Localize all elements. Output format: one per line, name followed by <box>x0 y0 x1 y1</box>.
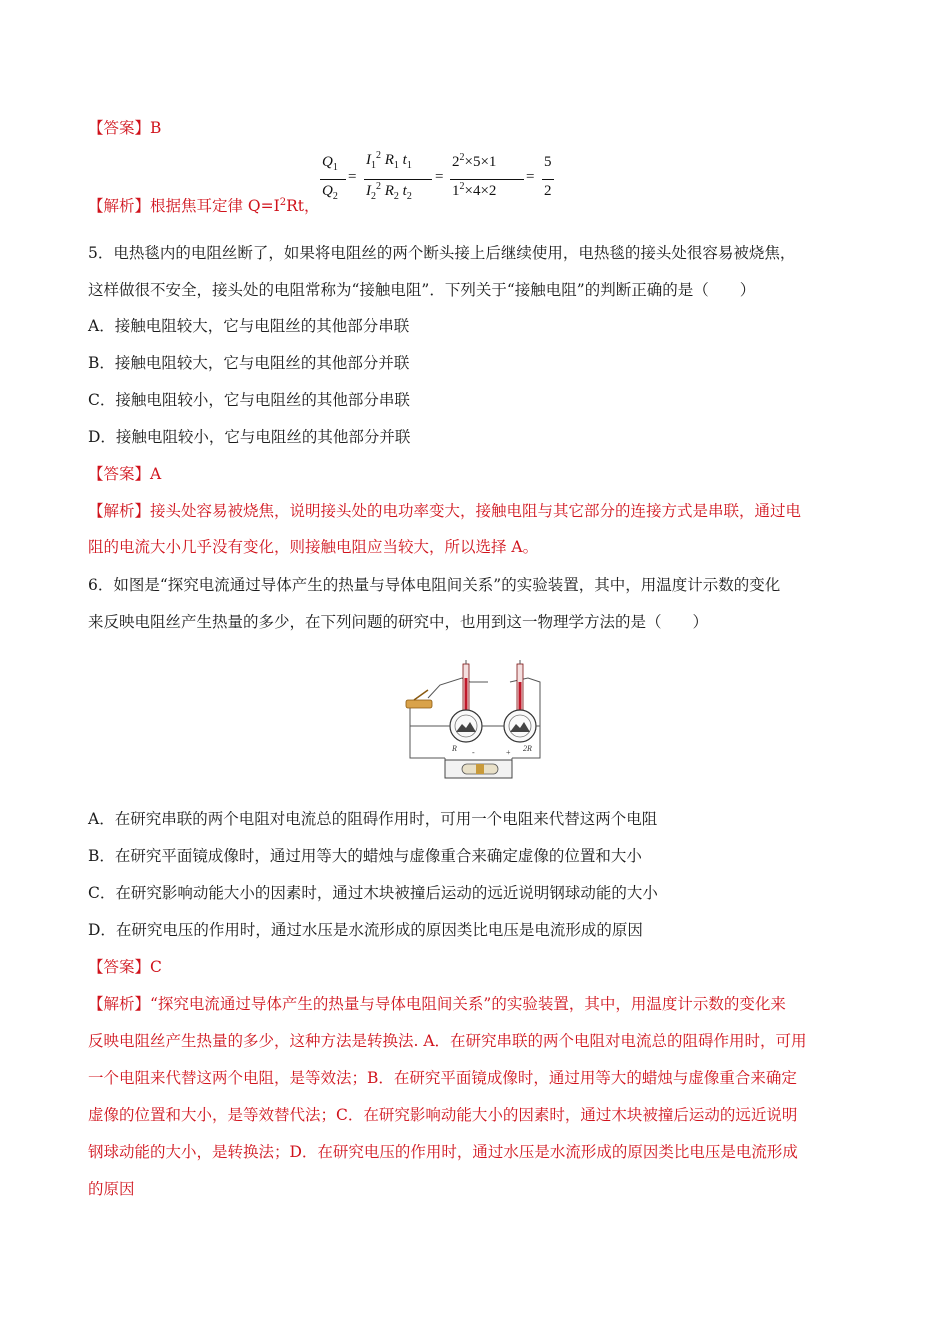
thermometer-2-icon <box>517 660 523 714</box>
formula-mid-num-t: t <box>402 152 407 168</box>
label-r1: R <box>452 744 457 753</box>
q4-analysis-prefix: 【解析】根据焦耳定律 Q=I <box>88 197 280 216</box>
q6-stem-line-2: 来反映电阻丝产生热量的多少，在下列问题的研究中，也用到这一物理学方法的是（ ） <box>88 613 709 631</box>
formula-res-num: 5 <box>544 154 552 170</box>
formula-calc-den-sup: 2 <box>459 181 465 192</box>
formula-lhs-num: Q <box>322 154 333 170</box>
q6-analysis-line-3: 一个电阻来代替这两个电阻，是等效法；B．在研究平面镜成像时，通过用等大的蜡烛与虚像重合来确定 <box>88 1069 797 1087</box>
q6-analysis-line-1: 【解析】“探究电流通过导体产生的热量与导体电阻间关系”的实验装置，其中，用温度计示数的变化来 <box>88 995 786 1013</box>
formula-mid-num-r: R <box>384 152 394 168</box>
formula-mid-den-r-sub: 2 <box>393 191 399 202</box>
formula-mid-num-t-sub: 1 <box>406 160 412 171</box>
q6-option-d: D．在研究电压的作用时，通过水压是水流形成的原因类比电压是电流形成的原因 <box>88 921 643 939</box>
formula-mid-num-r-sub: 1 <box>393 160 399 171</box>
formula-calc-den-rest: ×4×2 <box>464 183 497 199</box>
formula-mid-num-i: I <box>366 152 371 168</box>
formula-eq-1: = <box>348 169 357 185</box>
q4-analysis <box>88 193 320 216</box>
q4-analysis-sup: 2 <box>279 197 287 208</box>
flask-2-icon <box>504 710 536 742</box>
formula-lhs-den-sub: 2 <box>332 191 338 202</box>
q5-stem-line-2: 这样做很不安全，接头处的电阻常称为“接触电阻”．下列关于“接触电阻”的判断正确的是（ ） <box>88 281 756 299</box>
q5-option-d: D．接触电阻较小，它与电阻丝的其他部分并联 <box>88 428 411 446</box>
formula-mid-den-i-sup: 2 <box>376 181 381 192</box>
q5-answer: 【答案】A <box>88 465 162 483</box>
label-minus: - <box>472 748 475 757</box>
formula-mid-den-t-sub: 2 <box>406 191 412 202</box>
formula-mid-num-i-sub: 1 <box>371 160 376 171</box>
q6-option-a: A．在研究串联的两个电阻对电流总的阻碍作用时，可用一个电阻来代替这两个电阻 <box>88 810 658 828</box>
formula-calc-num-rest: ×5×1 <box>464 154 497 170</box>
formula-mid-den-i: I <box>366 183 371 199</box>
formula-eq-2: = <box>435 169 444 185</box>
q5-option-a: A．接触电阻较大，它与电阻丝的其他部分串联 <box>88 317 410 335</box>
q5-option-c: C．接触电阻较小，它与电阻丝的其他部分串联 <box>88 391 410 409</box>
joule-formula <box>320 150 560 210</box>
q5-analysis-line-1: 【解析】接头处容易被烧焦，说明接头处的电功率变大，接触电阻与其它部分的连接方式是串联，通过电 <box>88 502 802 520</box>
q6-analysis-line-2: 反映电阻丝产生热量的多少，这种方法是转换法. A．在研究串联的两个电阻对电流总的阻碍作用时，可用 <box>88 1032 807 1050</box>
q4-analysis-suffix: Rt， <box>286 197 320 216</box>
formula-calc-num-sup: 2 <box>459 152 465 163</box>
formula-lhs-den: Q <box>322 183 333 199</box>
flask-1-icon <box>450 710 482 742</box>
q6-option-b: B．在研究平面镜成像时，通过用等大的蜡烛与虚像重合来确定虚像的位置和大小 <box>88 847 642 865</box>
switch-icon <box>406 690 432 708</box>
formula-lhs-num-sub: 1 <box>332 162 338 173</box>
q6-analysis-line-4: 虚像的位置和大小，是等效替代法；C．在研究影响动能大小的因素时，通过木块被撞后运动的远近说明 <box>88 1106 798 1124</box>
q5-stem-line-1: 5．电热毯内的电阻丝断了，如果将电阻丝的两个断头接上后继续使用，电热毯的接头处很容易被烧焦， <box>88 244 796 262</box>
battery-icon <box>445 758 512 778</box>
formula-mid-den-t: t <box>402 183 407 199</box>
q6-stem-line-1: 6．如图是“探究电流通过导体产生的热量与导体电阻间关系”的实验装置，其中，用温度计示数的变化 <box>88 576 781 594</box>
formula-res-den: 2 <box>544 183 552 199</box>
formula-mid-num-i-sup: 2 <box>376 150 381 161</box>
q4-answer: 【答案】B <box>88 119 162 137</box>
formula-calc-num: 2 <box>452 154 460 170</box>
formula-mid-den-i-sub: 2 <box>371 191 376 202</box>
q6-analysis-line-6: 的原因 <box>88 1180 135 1198</box>
q5-option-b: B．接触电阻较大，它与电阻丝的其他部分并联 <box>88 354 410 372</box>
q5-analysis-line-2: 阻的电流大小几乎没有变化，则接触电阻应当较大，所以选择 A。 <box>88 538 539 556</box>
formula-mid-den-r: R <box>384 183 394 199</box>
formula-eq-3: = <box>526 169 535 185</box>
label-r2: 2R <box>523 744 532 753</box>
q6-option-c: C．在研究影响动能大小的因素时，通过木块被撞后运动的远近说明钢球动能的大小 <box>88 884 658 902</box>
formula-calc-den: 1 <box>452 183 460 199</box>
experiment-circuit-figure <box>400 660 550 785</box>
q6-answer: 【答案】C <box>88 958 162 976</box>
label-plus: + <box>506 748 511 757</box>
thermometer-1-icon <box>463 660 469 714</box>
q6-analysis-line-5: 钢球动能的大小，是转换法；D．在研究电压的作用时，通过水压是水流形成的原因类比电压是电流形成 <box>88 1143 798 1161</box>
